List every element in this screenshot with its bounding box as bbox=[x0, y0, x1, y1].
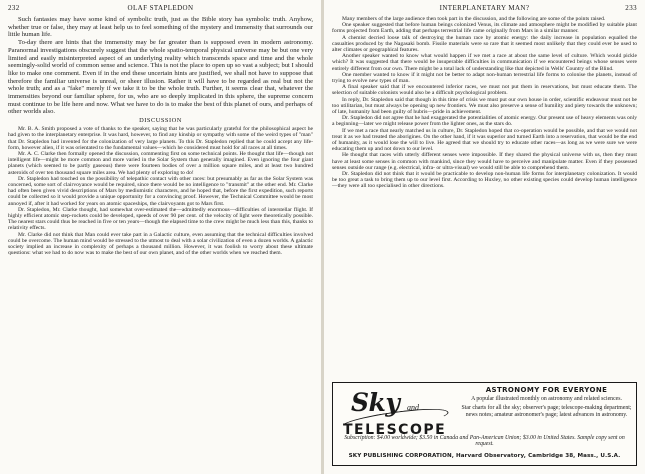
logo-and-word: and bbox=[407, 403, 419, 412]
ad-copy bbox=[461, 386, 632, 418]
discussion-paragraph: If we met a race that nearly matched us in culture, Dr. Stapledon hoped that co-operation would be possible, and that we would not treat it as we had treated the aborigines. On the other hand, if it was superior and turned Earth into a reservation, that would be the end of humanity, as it would lose the will to live. He agreed that we should try to educate other races—as long as we were sure we were educating them up and not down to our level. bbox=[332, 127, 637, 153]
discussion-paragraph: Mr. Clarke did not think that Man could ever take part in a Galactic culture, even assuming that the technical difficulties involved could be overcome. The human mind would be stressed to the utmost to deal with a solar civilization of even a dozen worlds. A galactic society implied an increase in complexity of perhaps a thousand million. However, it was foolish to worry about these ultimate questions: what we had to do now was to make the best of our own planet, and of the other worlds when we reached them. bbox=[8, 231, 313, 257]
left-running-head bbox=[8, 3, 313, 13]
left-running-title: OLAF STAPLEDON bbox=[127, 4, 194, 12]
right-running-title: INTERPLANETARY MAN? bbox=[439, 4, 530, 12]
discussion-paragraph: He thought that races with utterly different senses were impossible. If they shared the physical universe with us, then they must have at least some senses in common with mankind, since they would have to perceive and manipulate matter. Even if they possessed senses outside our range (e.g. electrical, infra- or ultra-visual) we would still be able to comprehend them. bbox=[332, 152, 637, 171]
lecture-paragraph: Such fantasies may have some kind of symbolic truth, just as the Bible story has symbolic truth. Anyhow, whether true or false, they may at least help us to feel something of the mystery and immensity that surrounds our little human life. bbox=[8, 16, 313, 39]
ad-subscription: Subscription: $4.00 worldwide; $3.50 in Canada and Pan-American Union; $3.00 in United States. Sample copy sent on request. bbox=[344, 435, 625, 448]
discussion-paragraph: One member wanted to know if it might not be better to adapt non-human terrestrial life forms to colonise the planets, instead of trying to evolve new types of man. bbox=[332, 71, 637, 85]
logo-sky-word: Sky bbox=[351, 388, 400, 417]
discussion-paragraph: Another speaker wanted to know what would happen if we met a race at about the same level of culture. Which would pickle which? It was suggested that there would be insuperable difficulties in communication if we encountered beings whose senses were entirely different from our own. There might be a total lack of understanding like that depicted in Wells' Country of the Blind. bbox=[332, 53, 637, 72]
logo-telescope-word: TELESCOPE bbox=[343, 422, 447, 438]
discussion-paragraph: One speaker suggested that before human beings colonized Venus, its climate and atmosphere might be modified by suitable plant forms projected from Earth, adding that perhaps terrestrial life came originally from Mars in a similar manner. bbox=[332, 22, 637, 35]
right-page bbox=[324, 0, 645, 474]
discussion-heading: DISCUSSION bbox=[139, 117, 182, 125]
discussion-paragraph: Many members of the large audience then took part in the discussion, and the following are some of the points raised. bbox=[342, 16, 606, 22]
left-body bbox=[8, 16, 313, 256]
discussion-paragraph: Mr. A. C. Clarke then formally opened the discussion, commenting first on some technical points. He thought that life—though not intelligent life—might be more common and more varied in the Solar System than generally imagined. Even ignoring the four giant planets (which seemed to be partly gaseous) there were fourteen bodies of over a million square miles, and at least two hundred asteroids of over ten thousand square miles area. We had plenty of exploring to do! bbox=[8, 150, 313, 176]
ad-publisher: SKY PUBLISHING CORPORATION, Harvard Observatory, Cambridge 38, Mass., U.S.A. bbox=[348, 453, 621, 459]
sky-and-telescope-advertisement bbox=[332, 382, 637, 466]
discussion-paragraph: Dr. Stapledon had touched on the possibility of telepathic contact with other races: but presumably as far as the Solar System was concerned, some sort of clairvoyance would be required, since there would be no intelligence to "transmit" at the other end. Mr. Clarke had often been given vivid descriptions of Mars by mediumistic characters, and he hoped that, before the first expedition, such reports could be collected so it would provide a unique opportunity for a convincing proof. However, the Technical Committee would be most annoyed if, after it had worked for years on atomic spaceships, the clairvoyants got to Mars first. bbox=[8, 175, 313, 207]
discussion-paragraph: A final speaker said that if we encountered inferior races, we must not put them in reservations, but must educate them. The selection of suitable colonists would also be a difficult psychological problem. bbox=[332, 84, 637, 97]
discussion-paragraph: Mr. B. A. Smith proposed a vote of thanks to the speaker, saying that he was particularly grateful for the philosophical aspect he had given to the interplanetary enterprise. It was hard, however, to find any kinship or sympathy with some of the weird types of "man" that Dr. Stapledon had invented for the colonization of very large planets. To this Dr. Stapledon replied that he could accept any life-form, however alien, if it was orientated to the fundamental values—which he considered must hold for all races at all times. bbox=[8, 126, 313, 151]
discussion-paragraph: In reply, Dr. Stapledon said that though in this time of crisis we must put our own house in order, scientific endeavour must not be too utilitarian, but must always be opening up new frontiers. We must also preserve a sense of humility and piety towards the unknown; of late, humanity had been guilty of hubris—pride in achievement. bbox=[332, 96, 637, 116]
discussion-paragraph: Dr. Stapledon did not agree that he had exaggerated the potentialities of atomic energy. Our present use of heavy elements was only a beginning—later we might release power from the lighter ones, as the stars do. bbox=[332, 115, 637, 128]
right-running-head bbox=[332, 3, 637, 13]
ad-feature-list: Star charts for all the sky; observer's page; telescope-making department; news notes; amateur astronomer's page; latest advances in astronomy. bbox=[461, 405, 632, 418]
discussion-paragraph: Dr. Stapledon did not think that it would be practicable to develop non-human life forms for interplanetary colonization. It would be too great a task to bring them up to our level first. According to Huxley, no other existing species could develop human intelligence—they were all too specialised in other directions. bbox=[332, 171, 637, 190]
left-page-number: 232 bbox=[8, 4, 20, 12]
discussion-paragraph: A chemist decried loose talk of destroying the human race by atomic energy: the daily increase in population equalled the casualties produced by the Nagasaki bomb. Fissile materials were so rare that it seemed most unlikely that they could ever be used to alter climates or geographical features. bbox=[332, 34, 637, 54]
ad-headline: ASTRONOMY FOR EVERYONE bbox=[485, 386, 608, 394]
ad-tagline: A popular illustrated monthly on astronomy and related sciences. bbox=[471, 396, 622, 402]
right-body bbox=[332, 16, 637, 190]
left-page bbox=[0, 0, 321, 474]
lecture-paragraph: To-day there are hints that the immensity may be far greater than is supposed even in modern astronomy. Paranormal investigations obscurely suggest that the whole spatio-temporal physical universe may be but one very limited and easily misinterpreted aspect of an underlying reality which transcends space and time and the whole seemingly-solid world of common sense and science. This is not the place to open up so vast a subject; but I should like to make one comment. Even if in the end these uncertain hints are justified, we shall not have to suppose that therefore the familiar universe is unreal, or sheer illusion. Rather it will have to be regarded as real but not the whole truth; and as a "fake" merely if we take it to be the whole truth. Further, it seems clear that, whatever the immensities beyond our familiar sphere, for us, who are so deeply implicated in this sphere, the supreme concern must continue to be life here and now. What we have to do is to make the best of this planet of ours, and perhaps of other worlds also. bbox=[8, 39, 313, 116]
right-page-number: 233 bbox=[625, 4, 637, 12]
discussion-paragraph: Dr. Stapledon, Mr. Clarke thought, had somewhat over-estimated the—admittedly enormous—difficulties of interstellar flight. If highly efficient atomic step-rockets could be developed, speeds of over 90 per cent. of the velocity of light were theoretically possible. The nearest stars could thus be reached in five or ten years—though the elapsed time to the crew might be much less than this, thanks to relativity effects. bbox=[8, 206, 313, 232]
